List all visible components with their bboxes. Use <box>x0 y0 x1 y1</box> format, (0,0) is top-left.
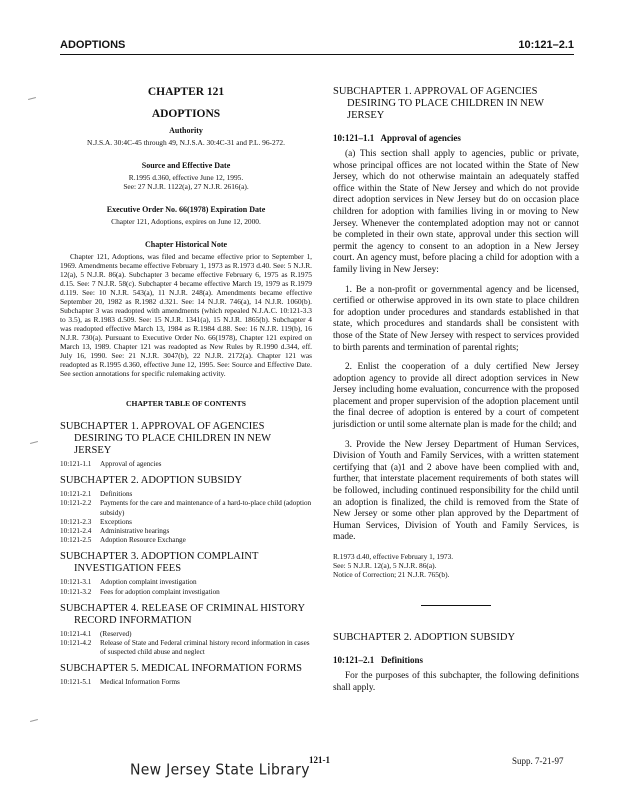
source-line: See: 27 N.J.R. 1122(a), 27 N.J.R. 2616(a). <box>123 182 249 191</box>
library-stamp: New Jersey State Library <box>130 761 310 779</box>
header-title: ADOPTIONS <box>60 39 126 51</box>
scan-mark <box>30 440 40 446</box>
historical-note-text: Chapter 121, Adoptions, was filed and became effective prior to September 1, 1969. Amendments became effective February 1, 1973 as R.1973 d.40. See: 5 N.J.R. 12(a), 5 N.J.R. 86(a). Subchapter 3 became effective February 6, 1975 as R.1975 d.15. See: 7 N.J.R. 58(c). Subchapter 4 became effective March 19, 1979 as R.1979 d.119. See: 10 N.J.R. 543(a), 11 N.J.R. 248(a). Amendments became effective September 20, 1982 as R.1982 d.321. See: 14 N.J.R. 746(a), 14 N.J.R. 1060(b). Subchapter 3 was readopted with amendments (which repealed N.J.A.C. 10:121-3.3 to 3.5), as R.1983 d.509. See: 15 N.J.R. 1341(a), 15 N.J.R. 1865(b). Subchapter 4 was readopted effective March 13, 1984 as R.1984 d.88. See: 16 N.J.R. 119(b), 16 N.J.R. 730(a). Pursuant to Executive Order No. 66(1978), Chapter 121 expired on March 13, 1989. Chapter 121 was readopted as New Rules by R.1990 d.344, eff. July 16, 1990. See: 21 N.J.R. 3047(b), 22 N.J.R. 2172(a). Chapter 121 was readopted as R.1995 d.360, effective June 12, 1995. See: Source and Effective Date. See section annotations for specific rulemaking activity. <box>60 252 312 378</box>
toc-entry[interactable]: 10:121-2.1 Definitions <box>60 490 133 499</box>
toc-subchapter <box>60 663 312 687</box>
running-header <box>60 38 574 55</box>
toc-label: CHAPTER TABLE OF CONTENTS <box>126 399 246 408</box>
paragraph: For the purposes of this subchapter, the following definitions shall apply. <box>333 671 579 693</box>
executive-order-label: Executive Order No. 66(1978) Expiration Date <box>106 205 266 214</box>
toc-entry[interactable]: 10:121-5.1 Medical Information Forms <box>60 678 180 687</box>
section-number: 10:121–1.1 <box>333 133 375 143</box>
toc-subchapter-heading[interactable]: SUBCHAPTER 5. MEDICAL INFORMATION FORMS <box>60 663 303 675</box>
right-column <box>333 86 579 702</box>
header-section-range: 10:121–2.1 <box>518 39 574 51</box>
scan-mark <box>30 718 40 724</box>
subchapter-1-heading: SUBCHAPTER 1. APPROVAL OF AGENCIES DESIRING TO PLACE CHILDREN IN NEW JERSEY <box>333 86 545 121</box>
supplement-date: Supp. 7-21-97 <box>512 756 564 766</box>
executive-order-text: Chapter 121, Adoptions, expires on June 12, 2000. <box>111 217 261 226</box>
toc-subchapter-heading[interactable]: SUBCHAPTER 2. ADOPTION SUBSIDY <box>60 475 243 487</box>
divider <box>421 605 491 606</box>
toc-entry[interactable]: 10:121-4.2 Release of State and Federal criminal history record information in cases of suspected child abuse and neglect <box>60 639 310 657</box>
section-body <box>333 671 579 694</box>
toc-subchapter-heading[interactable]: SUBCHAPTER 1. APPROVAL OF AGENCIES DESIRING TO PLACE CHILDREN IN NEW JERSEY <box>60 421 272 456</box>
chapter-title: ADOPTIONS <box>151 108 221 120</box>
section-heading <box>333 133 579 143</box>
section-body <box>333 149 579 544</box>
scan-mark <box>28 96 38 102</box>
toc-entry[interactable]: 10:121-2.2 Payments for the care and maintenance of a hard-to-place child (adoption subsidy) <box>60 499 312 517</box>
toc-subchapter <box>60 603 312 658</box>
paragraph: (a) This section shall apply to agencies, public or private, whose principal offices are not located within the State of New Jersey, which do not otherwise maintain an adequately staffed office within the State of New Jersey and which do not provide direct adoption services in New Jersey but do on occasion place children for adoption with families living in or moving to New Jersey. Whenever the contemplated adoption may not or cannot be completed in their own state, approval under this section will permit the agency to consent to an adoption in a New Jersey court. An agency must, before placing a child for adoption with a family living in New Jersey: <box>333 149 579 275</box>
table-of-contents <box>60 421 312 688</box>
paragraph: 1. Be a non-profit or governmental agency and be licensed, certified or otherwise approved in its own state to place children for adoption under procedures and standards established in that state, which procedures and standards shall be consistent with those of the State of New Jersey with respect to services provided to birth parents and termination of parental rights; <box>333 284 579 353</box>
section-title: Definitions <box>381 655 424 665</box>
authority-text: N.J.S.A. 30:4C-45 through 49, N.J.S.A. 30:4C-31 and P.L. 96-272. <box>87 138 285 147</box>
toc-entry[interactable]: 10:121-2.4 Administrative hearings <box>60 527 170 536</box>
toc-subchapter-heading[interactable]: SUBCHAPTER 4. RELEASE OF CRIMINAL HISTORY RECORD INFORMATION <box>60 602 306 626</box>
chapter-number: CHAPTER 121 <box>147 86 225 98</box>
toc-entry[interactable]: 10:121-3.1 Adoption complaint investigation <box>60 578 197 587</box>
toc-subchapter <box>60 551 312 596</box>
toc-entry[interactable]: 10:121-2.3 Exceptions <box>60 517 132 526</box>
section-number: 10:121–2.1 <box>333 655 375 665</box>
toc-entry[interactable]: 10:121-1.1 Approval of agencies <box>60 460 162 468</box>
source-note: R.1973 d.40, effective February 1, 1973. See: 5 N.J.R. 12(a), 5 N.J.R. 86(a). Notice of Correction; 21 N.J.R. 765(b). <box>333 552 454 579</box>
page-number: 121-1 <box>309 755 330 765</box>
authority-label: Authority <box>169 126 203 135</box>
toc-subchapter-heading[interactable]: SUBCHAPTER 3. ADOPTION COMPLAINT INVESTIGATION FEES <box>60 551 259 575</box>
paragraph: 2. Enlist the cooperation of a duly certified New Jersey adoption agency to provide all direct adoption services in New Jersey including home evaluation, concurrence with the proposed placement and proper supervision of the adoption placement until the final decree of adoption is entered by a court of competent jurisdiction or until some alternate plan is made for the child; and <box>333 362 579 431</box>
toc-subchapter <box>60 475 312 545</box>
paragraph: 3. Provide the New Jersey Department of Human Services, Division of Youth and Family Services, with a written statement certifying that (a)1 and 2 above have been complied with and, further, that interstate placement requirements of both states will be followed, including continued responsibility for the child until an adoption is finalized, the child is removed from the State of New Jersey or some other plan approved by the Department of Human Services, Division of Youth and Family Services, is made. <box>333 439 579 543</box>
left-column <box>60 86 312 688</box>
source-line: R.1995 d.360, effective June 12, 1995. <box>128 173 244 182</box>
toc-entry[interactable]: 10:121-4.1 (Reserved) <box>60 629 132 638</box>
subchapter-2-heading: SUBCHAPTER 2. ADOPTION SUBSIDY <box>333 632 516 643</box>
toc-entry[interactable]: 10:121-2.5 Adoption Resource Exchange <box>60 536 186 545</box>
source-label: Source and Effective Date <box>141 161 231 170</box>
section-heading <box>333 655 579 665</box>
section-title: Approval of agencies <box>380 133 461 143</box>
toc-subchapter <box>60 421 312 469</box>
toc-entry[interactable]: 10:121-3.2 Fees for adoption complaint investigation <box>60 587 220 596</box>
historical-note-label: Chapter Historical Note <box>144 240 228 249</box>
